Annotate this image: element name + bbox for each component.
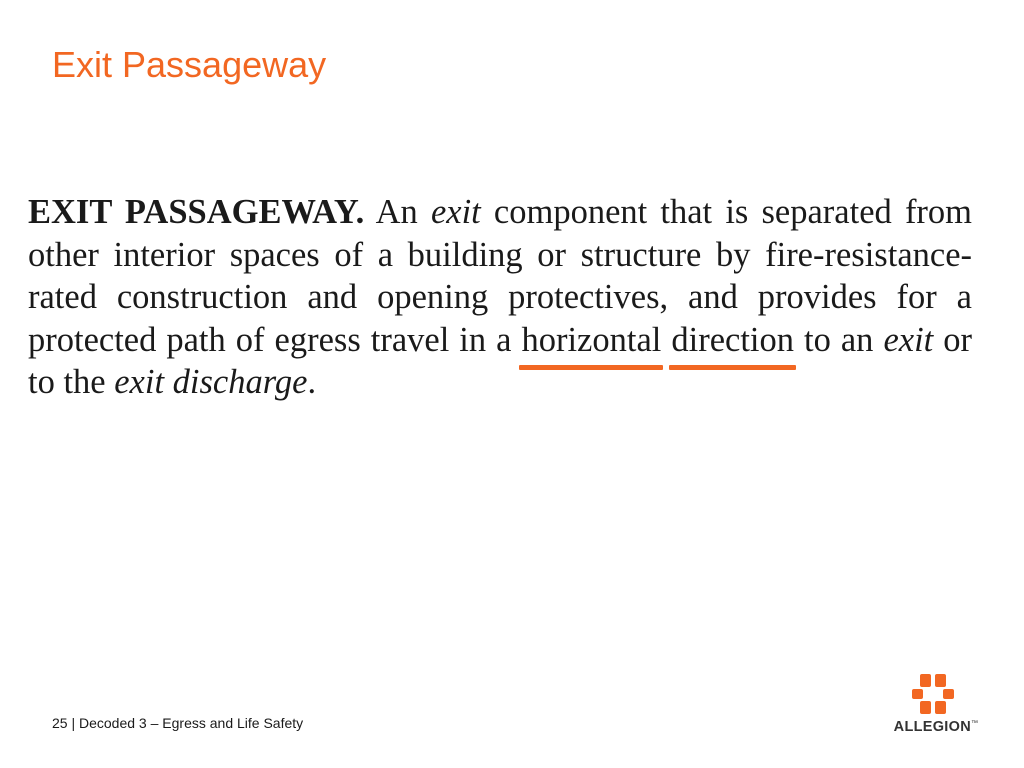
definition-term: EXIT PASSAGEWAY.	[28, 193, 365, 231]
definition-text: .	[307, 363, 317, 401]
emphasis-exit-discharge: exit discharge	[114, 363, 308, 401]
definition-text	[661, 321, 671, 359]
slide-footer	[52, 714, 303, 732]
definition-text: component that is separated from other interior spaces of a building or structure by fire-resistance-rated construction and opening protectives, and provides for a protected path of egress travel in a	[28, 193, 973, 359]
definition-text: to an	[794, 320, 884, 359]
emphasis-exit: exit	[430, 193, 481, 231]
highlighted-word-horizontal: horizontal	[521, 319, 661, 362]
slide-title: Exit Passageway	[52, 44, 327, 85]
deck-title: Decoded 3 – Egress and Life Safety	[79, 715, 304, 731]
highlighted-word-direction: direction	[671, 319, 794, 362]
definition-text: An	[364, 193, 431, 231]
allegion-mark-icon	[912, 674, 954, 714]
emphasis-exit: exit	[883, 320, 934, 359]
definition-text: or to the	[28, 320, 972, 401]
page-number: 25	[52, 715, 68, 731]
footer-separator: |	[67, 715, 79, 731]
trademark-mark: ™	[971, 720, 979, 727]
brand-name: ALLEGION™	[893, 718, 979, 735]
definition-paragraph	[28, 191, 972, 404]
allegion-logo	[888, 672, 984, 736]
